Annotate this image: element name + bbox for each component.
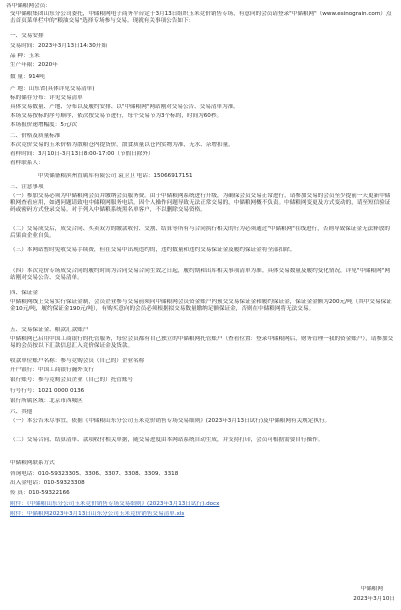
section-2-heading: 二、价格及质量标准 <box>10 133 61 139</box>
contact-title: 中储粮网联系方式 <box>10 460 55 466</box>
intro-paragraph: 受中储粮集团山东分公司委托，中储粮网电子商务平台定于3月13日组织玉米竞价销售专场，有意向的会员请登录"中储粮网"（www.esinograin.com）点击首页菜单栏中的"粮油交易"选择专场参与交易。现就有关事项公告如下： <box>10 11 392 24</box>
trade-variety: 品 种：玉米 <box>10 53 40 59</box>
origin: 产 地：山东省(具体详见交易清单) <box>10 86 95 92</box>
note-3: （三）本网站暂时免收交易手续费，但在交易中出现违约的，违约数量和违约交易保证金及履约保证金将全部扣除。 <box>10 247 296 253</box>
signature-org: 中储粮网 <box>360 586 383 592</box>
attachment-rules-link[interactable]: 附件：《中储粮山东分公司玉米竞价销售专场交易细则》(2023年3月13日试行).docx <box>10 501 220 507</box>
note-1: （一）参加交易必须为中储粮网会员并缴纳会员服务费。由于中储粮网系统进行升级，为确保会员交易正常进行，请参加交易的会员至少提前一天更新中储粮网查看应用，如遇问题请致电中储粮网服务电话。因个人操作问题导致无法正常交易的，中储粮网概不负责。中储粮网变更及方式变动的，请至短信验证码或密码方式登录交易。对于列入中储粮系统黑名单客户，不以删除交易资格。 <box>10 193 391 213</box>
viewing-time: 看样时间：3月10日-3月13日8:00-17:00（节假日除外） <box>10 151 154 157</box>
account-bank: 开户银行：中国工商银行瀚外支行 <box>10 367 94 373</box>
contact-phone: 咨询电话：010-59323305、3306、3307、3308、3309、3318 <box>10 471 179 477</box>
trade-quantity: 数 量：914吨 <box>10 74 45 80</box>
bid-increment: 本场报价递增幅度：5元/次 <box>10 122 77 128</box>
bank-region: 银行所属区域：北京市西城区 <box>10 398 83 404</box>
section-5-heading: 五、交易保证金、粮款汇款账户 <box>10 327 89 333</box>
section-3-heading: 三、注意事项 <box>10 184 44 190</box>
account-number: 银行账号：参与竞购会员企业（自己的）托管账号 <box>10 377 134 383</box>
trade-order: 本场交易按标的序号顺序，依次按交易节进行，每个交易节为3个标的，时间为60秒。 <box>10 113 223 119</box>
trade-time: 交易时间：2023年3月13日14:30开始 <box>10 43 107 49</box>
bank-code: 行号行号：1021 0000 0136 <box>10 388 85 394</box>
section-1-heading: 一、交易安排 <box>10 33 44 39</box>
other-1: （一）本公告未尽事宜，依据《中储粮山东分公司玉米竞价销售专场交易细则》(2023年3月13日试行)及中储粮网有关规定执行。 <box>10 418 331 424</box>
attachment-list-link[interactable]: 附件：中储粮网2023年3月13日山东分公司玉米竞价销售交易清单.xls <box>10 511 185 517</box>
other-2: （二）交易合同、结算清单、款项收付相关单据，随交易进度由本网站系统自动生成，并支持打印，会员可根据需要自行操作。 <box>10 437 324 443</box>
account-name: 收款单位账户名称：参与竞购会员（自己的）企业名称 <box>10 358 145 364</box>
note-2: （二）交易成交后，成交合同、买卖双方的缴款收付、交割、结算等所有与合同执行相关的行为必须通过"中储粮网"在线进行，否则导致保证金无法释放的后果由企业自负。 <box>10 226 390 239</box>
contact-fax: 传 真：010-59322166 <box>10 490 70 496</box>
viewing-contact-label: 看样联系人： <box>10 160 44 166</box>
production-year: 生产年限：2020年 <box>10 62 58 68</box>
viewing-contact: 中央储备粮滨州直属库有限公司 袁卫卫 电话：15066917151 <box>38 173 193 179</box>
signature-date: 2023年3月10日 <box>353 596 395 602</box>
section-6-heading: 六、其他 <box>10 409 33 415</box>
greeting: 各中储粮网会员： <box>6 3 51 9</box>
account-text: 中储粮网已启用中国工商银行的托管服务，每位会员都有自己独立的中储粮网托管账户（查看位置：登录中储粮网后，财务管理一我的资金账户），请参加交易的会员按以下汇款信息汇入竞价保证金及货款。 <box>10 336 394 349</box>
price-quality-text: 本次竞价交易的玉米价格为散粮仓内提货价。散食质量以仓内实物为准，无水、杂增扣量。 <box>10 142 234 148</box>
deposit-text: 中储粮网线上交易实行保证金制，会员企业参与交易前须向中储粮网会员资金账户内预交交易保证金和履约保证金，保证金金额为200元/吨（其中交易保证金10元/吨，履约保证金190元/吨），有购买意向的会员必须根据拟交易数量缴纳足额保证金，否则在中储粮网将无法交易。 <box>10 299 392 312</box>
trade-note: 具体交易数量、产地、分布以及履约安排、以"中储粮网"网站刚对交易公告、交易清单为准。 <box>10 104 239 110</box>
contact-phone-fund: 出入金电话：010-59323308 <box>10 480 85 486</box>
note-4: （四）本次竞价专场成交合同的履约时间为合同交易合同生效之日起，履约期和出库相关事项清单为准。具体交易数量及履约变化情况，详见"中储粮网"网站刚对交易公告、交易清单。 <box>10 268 390 281</box>
section-4-heading: 四、保证金 <box>10 290 38 296</box>
storage-distribution: 标的储存分布：详见交易清单 <box>10 95 83 101</box>
